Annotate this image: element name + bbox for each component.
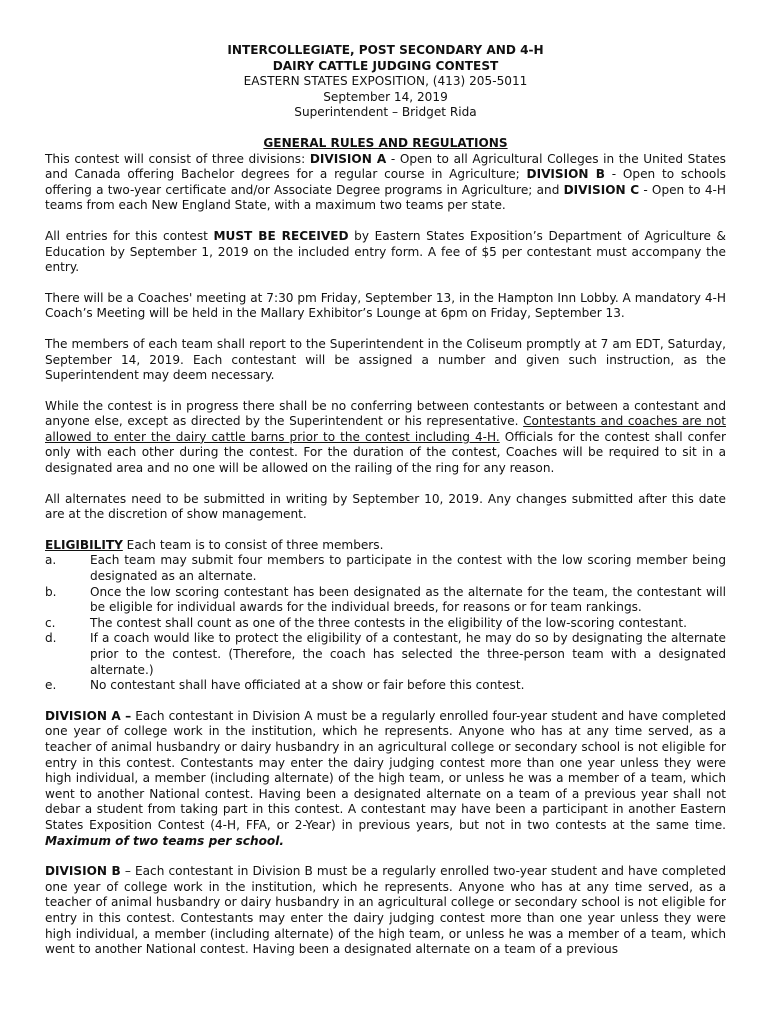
- list-item-text: No contestant shall have officiated at a show or fair before this contest.: [90, 678, 525, 693]
- header-organization: EASTERN STATES EXPOSITION, (413) 205-5011: [243, 74, 528, 89]
- paragraph-conferring: [45, 399, 726, 477]
- p1-division-a: DIVISION A: [309, 151, 387, 166]
- eligibility-intro: Each team is to consist of three members.: [122, 537, 384, 552]
- list-item-letter: a.: [45, 553, 57, 568]
- list-item-text: If a coach would like to protect the eligibility of a contestant, he may do so by designating the alternate prior to the contest. (Therefore, the coach has selected the three-person team with a designated alternate.): [90, 631, 726, 677]
- header-superintendent: Superintendent – Bridget Rida: [294, 105, 477, 120]
- list-item-letter: b.: [45, 584, 57, 599]
- p2-bold: MUST BE RECEIVED: [213, 228, 349, 243]
- p1-division-c: DIVISION C: [563, 182, 640, 197]
- paragraph-reporting: The members of each team shall report to the Superintendent in the Coliseum promptly at 7 am EDT, Saturday, September 14, 2019. Each contestant will be assigned a number and given such instruction, as the Superintendent may deem necessary.: [45, 336, 726, 383]
- document-header: [45, 43, 726, 121]
- p2-text-b: by Eastern States Exposition’s Department of Agriculture & Education by September 1, 2019 on the included entry form. A fee of $5 per contestant must accompany the entry.: [45, 228, 726, 275]
- division-b-text: – Each contestant in Division B must be a regularly enrolled two-year student and have completed one year of college work in the institution, which he represents. Anyone who has at any time served, as a teacher of animal husbandry or dairy husbandry in an agricultural college or secondary school is not eligible for entry in this contest. Contestants may enter the dairy judging contest more than one year unless they were high individual, a member (including alternate) of the high team, or unless he was a member of a team, which went to another National contest. Having been a designated alternate on a team of a previous: [45, 864, 726, 957]
- list-item: [45, 616, 726, 632]
- paragraph-division-a: [45, 709, 726, 849]
- section-title: GENERAL RULES AND REGULATIONS: [263, 135, 508, 150]
- division-a-label: DIVISION A –: [45, 708, 132, 723]
- list-item-text: Each team may submit four members to participate in the contest with the low scoring member being designated as an alternate.: [90, 553, 726, 584]
- p5-text-a: While the contest is in progress there shall be no conferring between contestants or between a contestant and anyone else, except as directed by the Superintendent or his representative.: [45, 398, 726, 429]
- p5-text-b: Officials for the contest shall confer only with each other during the contest. For the duration of the contest, Coaches will be required to sit in a designated area and no one will be allowed on the railing of the ring for any reason.: [45, 429, 726, 476]
- list-item-letter: c.: [45, 615, 56, 630]
- paragraph-entries: [45, 229, 726, 276]
- list-item: [45, 553, 726, 584]
- p2-text-a: All entries for this contest: [45, 228, 214, 243]
- paragraph-division-b: [45, 864, 726, 958]
- list-item: [45, 678, 726, 694]
- list-item: [45, 631, 726, 678]
- eligibility-section: [45, 538, 726, 694]
- p5-underlined-rule: Contestants and coaches are not allowed to enter the dairy cattle barns prior to the contest including 4-H.: [45, 414, 726, 444]
- p1-text-b: - Open to all Agricultural Colleges in the United States and Canada offering Bachelor degrees for a regular course in Agriculture;: [45, 151, 726, 182]
- division-b-label: DIVISION B: [45, 864, 121, 879]
- paragraph-alternates: All alternates need to be submitted in writing by September 10, 2019. Any changes submitted after this date are at the discretion of show management.: [45, 491, 726, 522]
- eligibility-heading: [45, 538, 726, 554]
- list-item-text: Once the low scoring contestant has been designated as the alternate for the team, the contestant will be eligible for individual awards for the individual breeds, for reasons or for team rankings.: [90, 584, 726, 615]
- header-title-line2: DAIRY CATTLE JUDGING CONTEST: [272, 58, 499, 73]
- p1-text-c: - Open to schools offering a two-year certificate and/or Associate Degree programs in Agriculture; and: [45, 167, 726, 197]
- p1-text-a: This contest will consist of three divisions:: [45, 151, 310, 166]
- eligibility-list: [45, 553, 726, 693]
- list-item-text: The contest shall count as one of the three contests in the eligibility of the low-scoring contestant.: [90, 615, 687, 630]
- eligibility-title: ELIGIBILITY: [45, 537, 123, 552]
- p1-division-b: DIVISION B: [526, 167, 605, 182]
- header-title-line1: INTERCOLLEGIATE, POST SECONDARY AND 4-H: [227, 43, 544, 57]
- header-date: September 14, 2019: [323, 89, 448, 104]
- paragraph-coaches-meeting: There will be a Coaches' meeting at 7:30 pm Friday, September 13, in the Hampton Inn Lobby. A mandatory 4-H Coach’s Meeting will be held in the Mallary Exhibitor’s Lounge at 6pm on Friday, September 13.: [45, 290, 726, 321]
- list-item-letter: e.: [45, 678, 57, 693]
- document-page: [45, 43, 726, 973]
- paragraph-divisions: [45, 152, 726, 214]
- division-a-text: Each contestant in Division A must be a regularly enrolled four-year student and have completed one year of college work in the institution, which he represents. Anyone who has at any time served, as a teacher of animal husbandry or dairy husbandry in an agricultural college or secondary school is not eligible for entry in this contest. Contestants may enter the dairy judging contest more than one year unless they were high individual, a member (including alternate) of the high team, or unless he was a member of a team, which went to another National contest. Having been a designated alternate on a team of a previous year shall not debar a student from taking part in this contest. A contestant may have been a participant in another Eastern States Exposition Contest (4-H, FFA, or 2-Year) in previous years, but not in two contests at the same time.: [45, 708, 726, 832]
- p1-text-d: - Open to 4-H teams from each New England State, with a maximum two teams per state.: [45, 182, 726, 213]
- list-item: [45, 585, 726, 616]
- division-a-emphasis: Maximum of two teams per school.: [45, 833, 284, 848]
- list-item-letter: d.: [45, 631, 57, 646]
